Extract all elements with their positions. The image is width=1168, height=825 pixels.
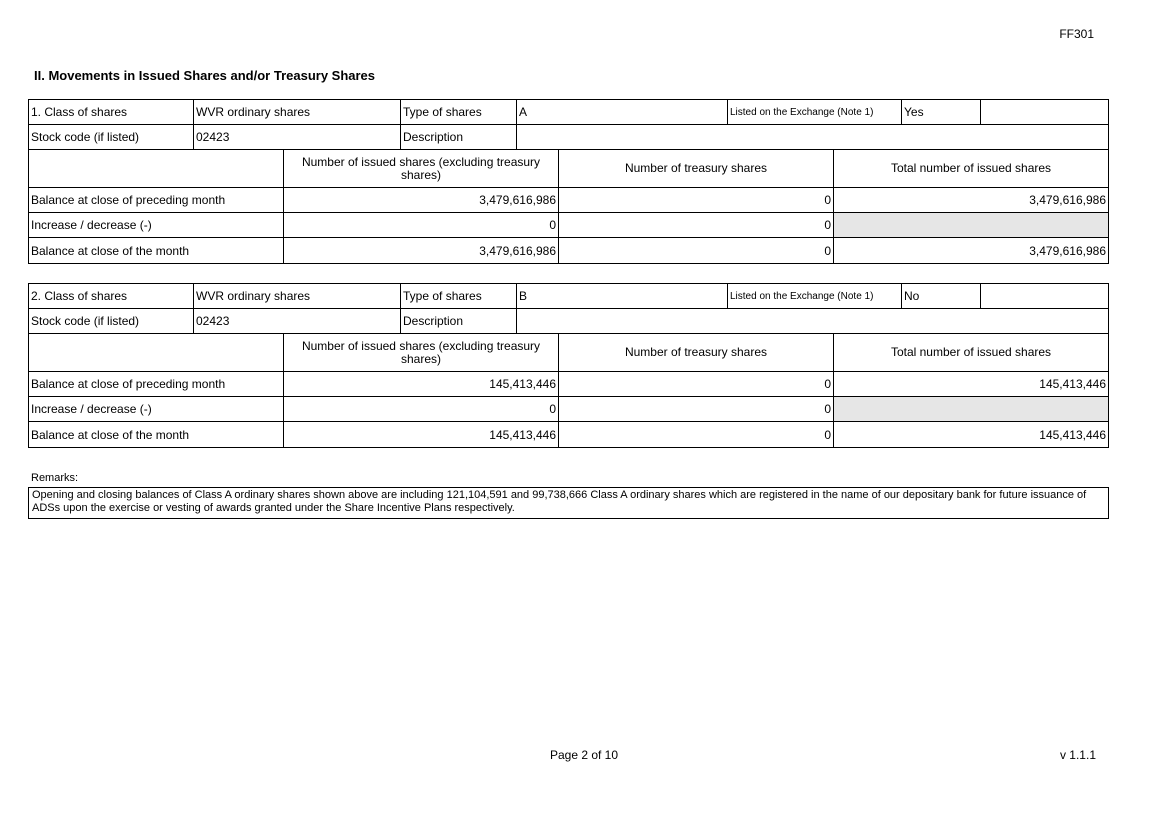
row-total: 3,479,616,986 [833,187,1109,213]
section-title: II. Movements in Issued Shares and/or Treasury Shares [34,68,376,83]
share-movement-table-1 [28,99,1109,264]
stock-code-label: Stock code (if listed) [28,124,194,150]
stock-code-value: 02423 [193,308,401,334]
row-issued: 3,479,616,986 [283,187,559,213]
description-label: Description [400,308,517,334]
description-value [516,124,1109,150]
listed-value: No [901,283,981,309]
row-total: 145,413,446 [833,371,1109,397]
header-blank [28,333,284,372]
row-label: Balance at close of the month [28,237,284,264]
col-issued-header: Number of issued shares (excluding treasury shares) [283,333,559,372]
row-treasury: 0 [558,396,834,422]
col-issued-header: Number of issued shares (excluding treasury shares) [283,149,559,188]
row-label: Balance at close of preceding month [28,371,284,397]
col-total-header: Total number of issued shares [833,333,1109,372]
blank-cell [980,283,1109,309]
page-number: Page 2 of 10 [549,748,619,762]
blank-cell [980,99,1109,125]
remarks-label: Remarks: [31,472,79,484]
row-treasury: 0 [558,187,834,213]
row-label: Increase / decrease (-) [28,396,284,422]
class-label: 1. Class of shares [28,99,194,125]
row-issued: 0 [283,212,559,238]
row-treasury: 0 [558,237,834,264]
class-value: WVR ordinary shares [193,283,401,309]
type-value: B [516,283,728,309]
row-total-shaded [833,396,1109,422]
remarks-text: Opening and closing balances of Class A ordinary shares shown above are including 121,104,591 and 99,738,666 Class A ordinary shares which are registered in the name of our depositary bank for future issuance of ADSs upon the exercise or vesting of awards granted under the Share Incentive Plans respectively. [28,487,1109,519]
row-total: 145,413,446 [833,421,1109,448]
listed-value: Yes [901,99,981,125]
listed-label: Listed on the Exchange (Note 1) [727,99,902,125]
row-total-shaded [833,212,1109,238]
row-total: 3,479,616,986 [833,237,1109,264]
version-label: v 1.1.1 [1059,748,1096,762]
row-label: Increase / decrease (-) [28,212,284,238]
row-treasury: 0 [558,421,834,448]
description-label: Description [400,124,517,150]
class-label: 2. Class of shares [28,283,194,309]
row-issued: 145,413,446 [283,421,559,448]
listed-label: Listed on the Exchange (Note 1) [727,283,902,309]
type-value: A [516,99,728,125]
form-code: FF301 [1059,27,1094,41]
row-label: Balance at close of the month [28,421,284,448]
col-treasury-header: Number of treasury shares [558,333,834,372]
row-treasury: 0 [558,212,834,238]
stock-code-label: Stock code (if listed) [28,308,194,334]
description-value [516,308,1109,334]
type-label: Type of shares [400,99,517,125]
share-movement-table-2 [28,283,1109,448]
stock-code-value: 02423 [193,124,401,150]
row-issued: 145,413,446 [283,371,559,397]
row-treasury: 0 [558,371,834,397]
type-label: Type of shares [400,283,517,309]
header-blank [28,149,284,188]
class-value: WVR ordinary shares [193,99,401,125]
col-total-header: Total number of issued shares [833,149,1109,188]
row-issued: 3,479,616,986 [283,237,559,264]
row-label: Balance at close of preceding month [28,187,284,213]
row-issued: 0 [283,396,559,422]
col-treasury-header: Number of treasury shares [558,149,834,188]
